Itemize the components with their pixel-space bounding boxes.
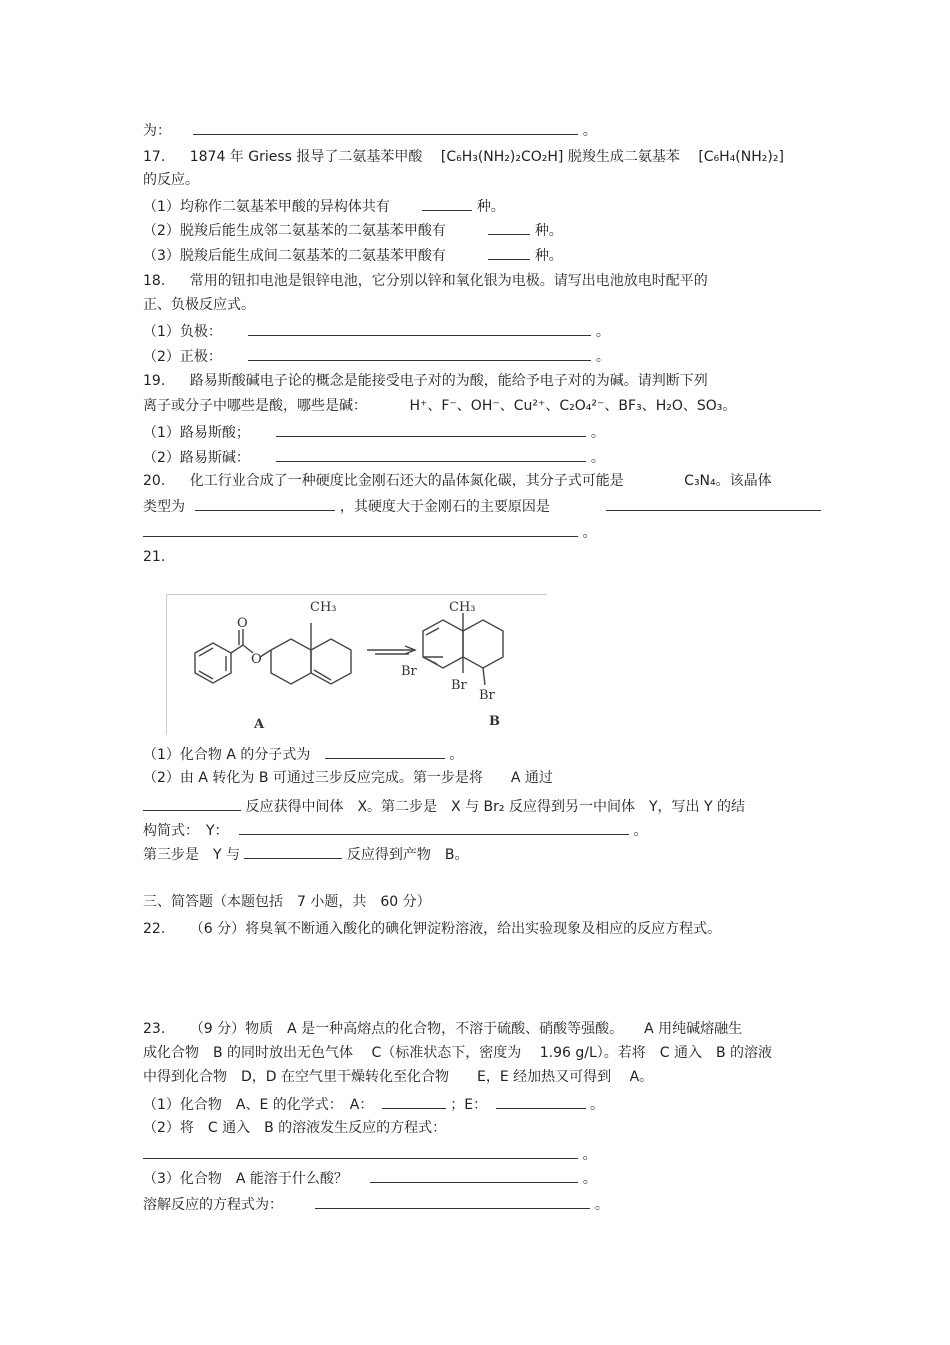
q17-stem: 17. 1874 年 Griess 报导了二氨基苯甲酸 [C₆H₃(NH₂)₂CO₂H] 脱羧生成二氨基苯 [C₆H₄(NH₂)₂] [143, 149, 784, 165]
q19-stem-cont: 离子或分子中哪些是酸，哪些是碱： H⁺、F⁻、OH⁻、Cu²⁺、C₂O₄²⁻、BF₃、H₂O、SO₃。 [143, 398, 737, 414]
answer-blank[interactable] [370, 1168, 578, 1183]
answer-blank[interactable] [606, 496, 821, 511]
q21-sub2: （2）由 A 转化为 B 可通过三步反应完成。第一步是将 A 通过 [143, 770, 553, 786]
q19-stem: 19. 路易斯酸碱电子论的概念是能接受电子对的为酸，能给予电子对的为碱。请判断下列 [143, 373, 708, 389]
q20-stem-cont: 类型为 ，其硬度大于金刚石的主要原因是 [143, 496, 821, 516]
answer-blank[interactable] [193, 120, 578, 135]
decalin-ring-left [271, 639, 311, 684]
answer-blank[interactable] [244, 844, 342, 859]
decalin-ring-b-left [423, 620, 463, 668]
decalin-ring-right [311, 639, 351, 684]
ch3-label-a: CH₃ [310, 600, 337, 615]
bromine-label: Br [451, 678, 467, 693]
q17-sub2: （2）脱羧后能生成邻二氨基苯的二氨基苯甲酸有 种。 [143, 220, 563, 240]
q23-sub1: （1）化合物 A、E 的化学式： A： ；E： 。 [143, 1094, 604, 1114]
q23-sub4: 溶解反应的方程式为： 。 [143, 1194, 609, 1214]
q23-stem-cont2: 中得到化合物 D，D 在空气里干燥转化至化合物 E，E 经加热又可得到 A。 [143, 1069, 654, 1085]
q20-stem: 20. 化工行业合成了一种硬度比金刚石还大的晶体氮化碳，其分子式可能是 C₃N₄。该晶体 [143, 473, 772, 489]
answer-blank[interactable] [276, 447, 586, 462]
ch3-label-b: CH₃ [449, 600, 476, 615]
q18-sub2: （2）正极： 。 [143, 346, 610, 366]
answer-blank[interactable] [422, 196, 472, 211]
bromine-label: Br [401, 664, 417, 679]
q21-sub3: 第三步是 Y 与 反应得到产物 B。 [143, 844, 469, 864]
q23-sub2-line: 。 [143, 1144, 596, 1164]
q18-stem: 18. 常用的钮扣电池是银锌电池，它分别以锌和氧化银为电极。请写出电池放电时配平的 [143, 273, 708, 289]
answer-blank[interactable] [239, 820, 629, 835]
answer-blank[interactable] [276, 422, 586, 437]
q17-sub3: （3）脱羧后能生成间二氨基苯的二氨基苯甲酸有 种。 [143, 245, 563, 265]
q21-sub2-cont2: 构简式： Y： 。 [143, 820, 647, 840]
q21-sub2-cont: 反应获得中间体 X。第二步是 X 与 Br₂ 反应得到另一中间体 Y，写出 Y 的结 [143, 796, 745, 816]
q20-line3: 。 [143, 522, 596, 542]
q21-sub1: （1）化合物 A 的分子式为 。 [143, 744, 463, 764]
oxygen-label: O [237, 616, 248, 631]
answer-blank[interactable] [195, 496, 335, 511]
q21-number: 21. [143, 549, 166, 565]
bromine-label: Br [479, 688, 495, 703]
decalin-ring-b-right [463, 620, 503, 668]
q19-sub1: （1）路易斯酸； 。 [143, 422, 605, 442]
answer-blank[interactable] [248, 346, 591, 361]
q16-answer-line: 为： 。 [143, 120, 597, 140]
q22-stem: 22. （6 分）将臭氧不断通入酸化的碘化钾淀粉溶液，给出实验现象及相应的反应方程式。 [143, 921, 722, 937]
q18-stem-cont: 正、负极反应式。 [143, 297, 255, 313]
answer-blank[interactable] [325, 744, 445, 759]
q23-sub2: （2）将 C 通入 B 的溶液发生反应的方程式： [143, 1120, 447, 1136]
answer-blank[interactable] [143, 796, 241, 811]
reaction-scheme-figure [166, 594, 547, 735]
answer-blank[interactable] [496, 1094, 586, 1109]
q17-stem-cont: 的反应。 [143, 172, 199, 188]
q23-sub3: （3）化合物 A 能溶于什么酸？ 。 [143, 1168, 597, 1188]
section-heading: 三、简答题（本题包括 7 小题，共 60 分） [143, 894, 431, 910]
answer-blank[interactable] [382, 1094, 446, 1109]
q17-sub1: （1）均称作二氨基苯甲酸的异构体共有 种。 [143, 196, 505, 216]
compound-a-label: A [254, 717, 265, 732]
compound-b-label: B [489, 714, 500, 729]
answer-blank[interactable] [488, 245, 530, 260]
answer-blank[interactable] [248, 321, 591, 336]
q23-stem: 23. （9 分）物质 A 是一种高熔点的化合物，不溶于硫酸、硝酸等强酸。 A 用纯碱熔融生 [143, 1021, 743, 1037]
answer-blank[interactable] [315, 1194, 590, 1209]
q18-sub1: （1）负极： 。 [143, 321, 610, 341]
oxygen-label: O [251, 652, 262, 667]
answer-blank[interactable] [143, 1144, 578, 1159]
q19-sub2: （2）路易斯碱： 。 [143, 447, 605, 467]
answer-blank[interactable] [488, 220, 530, 235]
answer-blank[interactable] [143, 522, 578, 537]
reaction-scheme-svg [167, 595, 547, 735]
q23-stem-cont: 成化合物 B 的同时放出无色气体 C（标准状态下，密度为 1.96 g/L）。若将 C 通入 B 的溶液 [143, 1045, 773, 1061]
